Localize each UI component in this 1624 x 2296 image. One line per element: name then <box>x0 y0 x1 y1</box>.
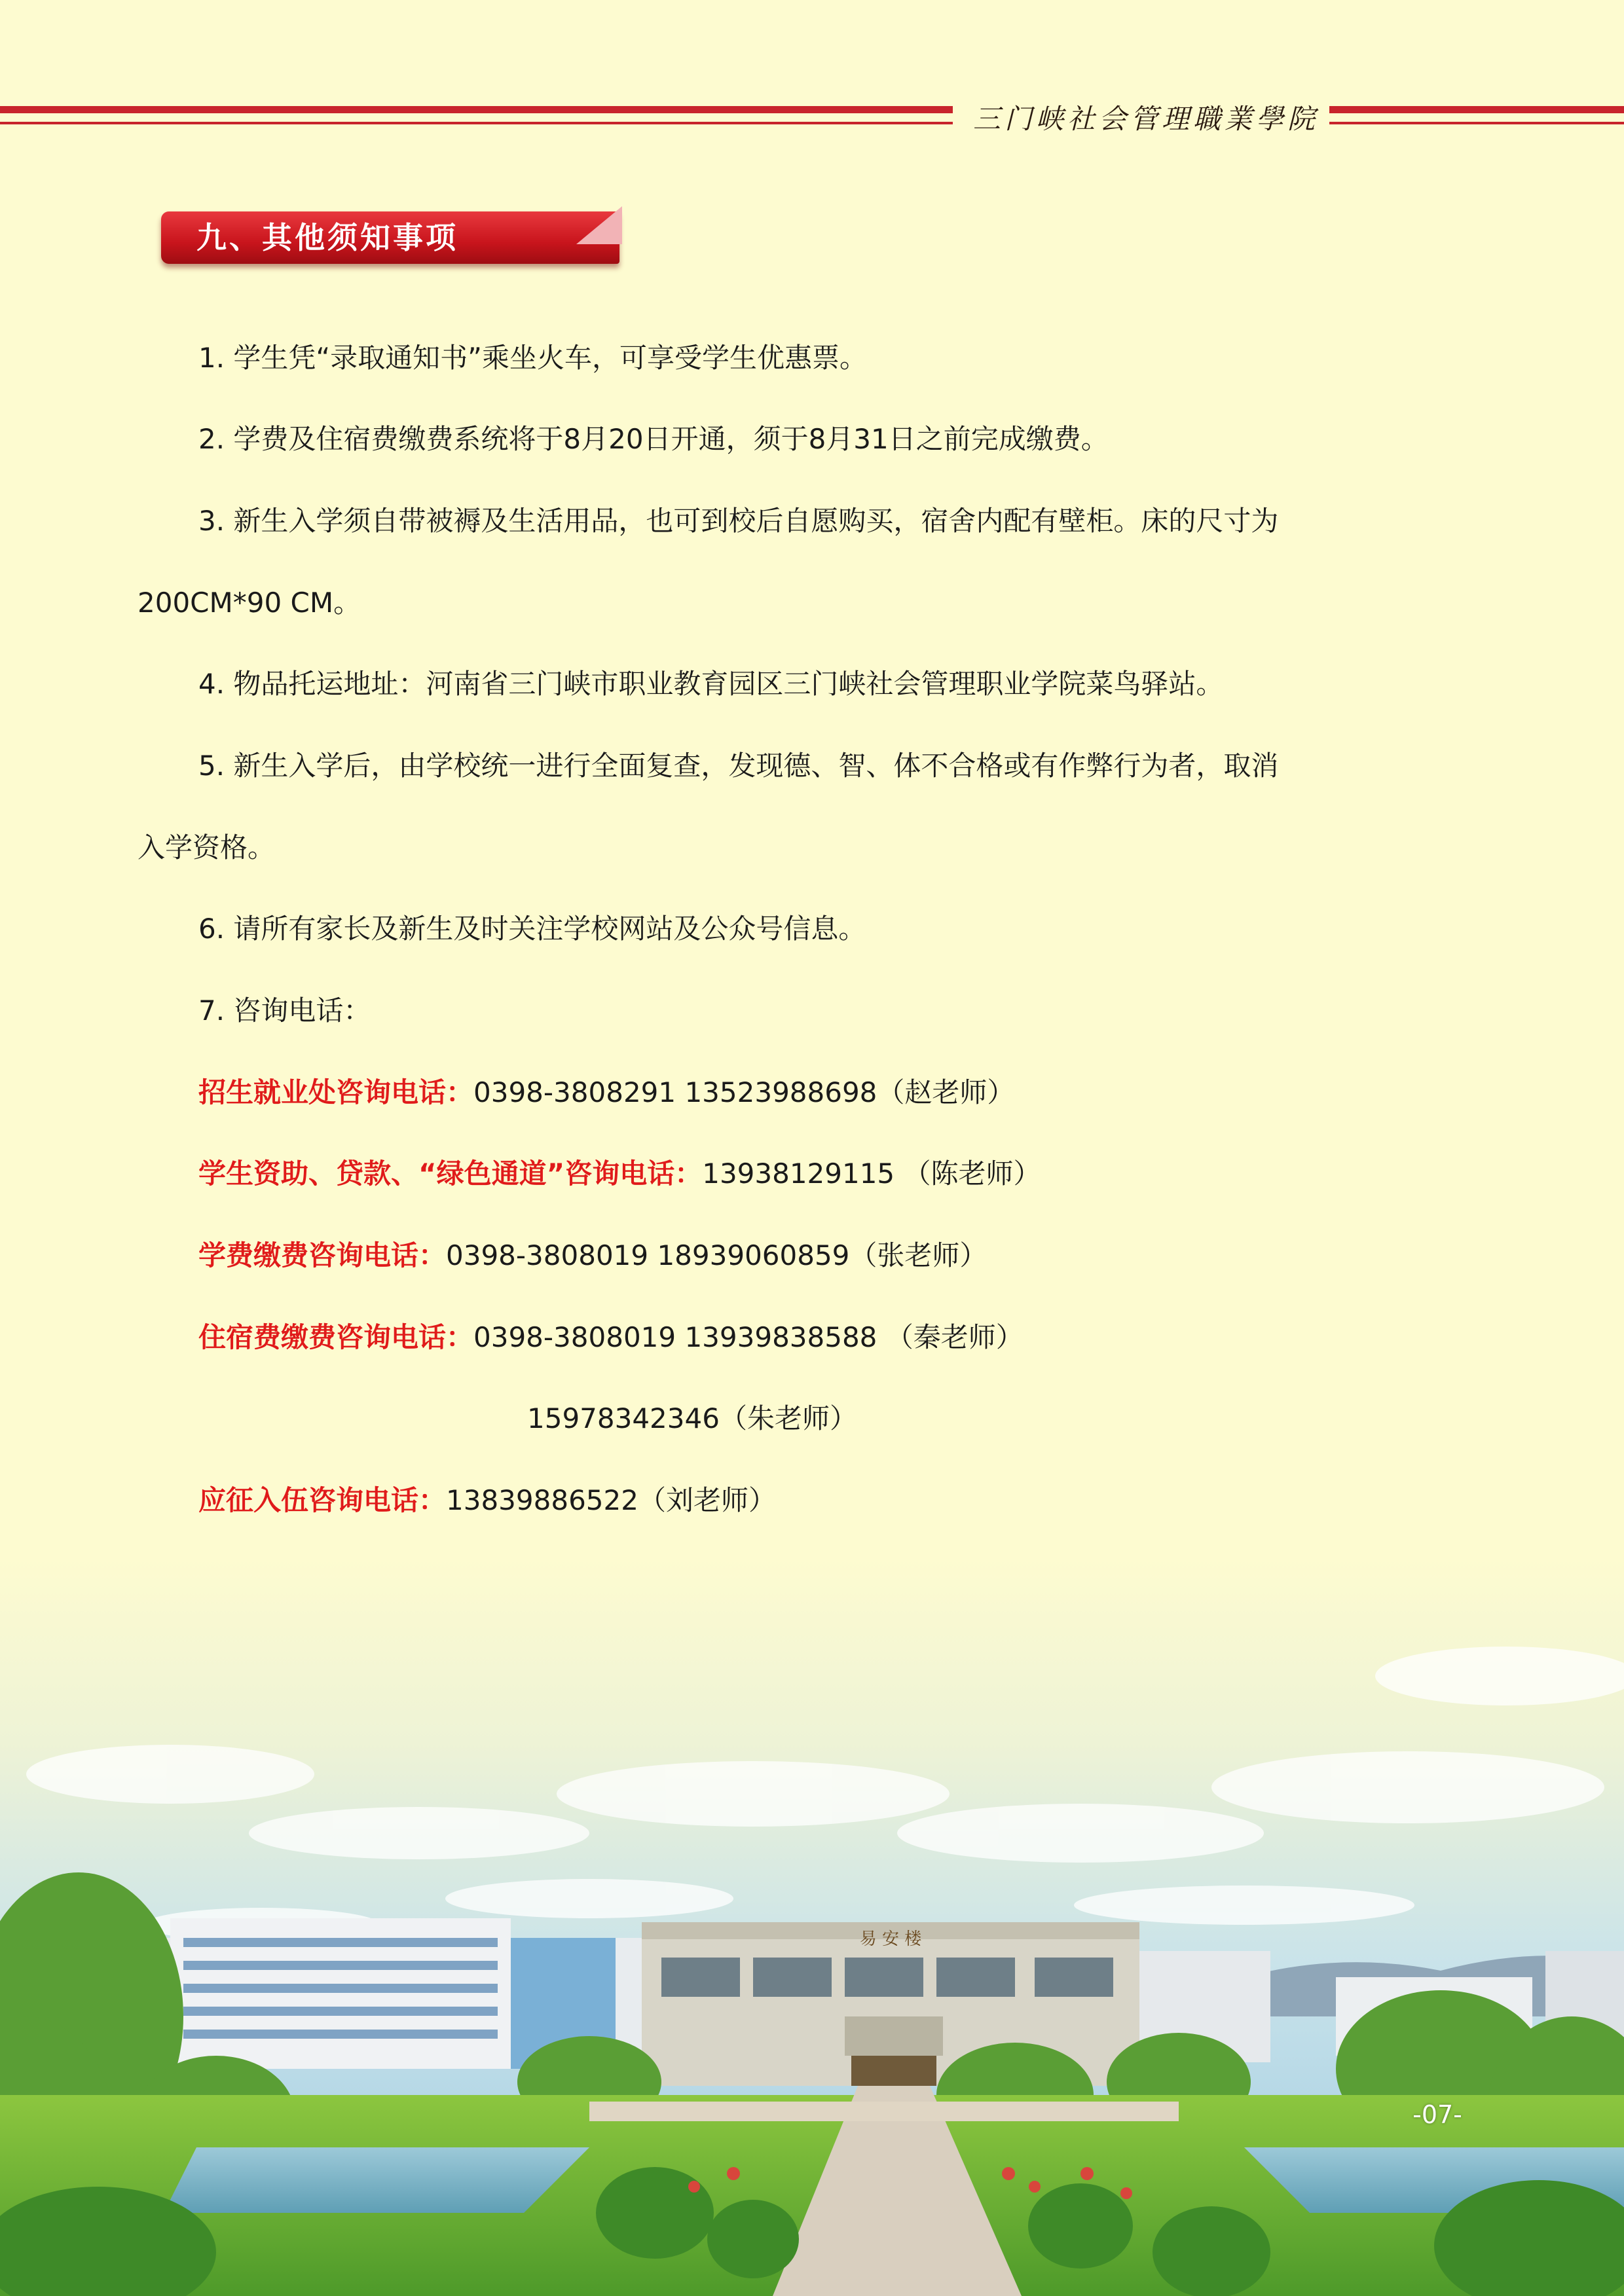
college-name: 三门峡社会管理職業學院 <box>972 103 1319 135</box>
contact-label: 学费缴费咨询电话： <box>198 1239 447 1271</box>
contact-phone: 0398-3808291 13523988698（赵老师） <box>473 1076 1015 1108</box>
header-rule-right-thick <box>1329 106 1624 113</box>
notice-item-5-cont: 入学资格。 <box>138 831 276 864</box>
contact-enrollment <box>198 1073 1014 1112</box>
campus-photo <box>0 1558 1624 2296</box>
page-number: -07- <box>1412 2100 1462 2129</box>
section-title-banner <box>157 206 629 266</box>
contact-phone: 0398-3808019 13939838588 （秦老师） <box>473 1321 1024 1353</box>
building-sign: 易 安 楼 <box>859 1929 922 1949</box>
notice-item-5: 5. 新生入学后，由学校统一进行全面复查，发现德、智、体不合格或有作弊行为者，取消 <box>198 750 1279 782</box>
contact-label: 招生就业处咨询电话： <box>198 1076 474 1108</box>
notice-item-6: 6. 请所有家长及新生及时关注学校网站及公众号信息。 <box>198 913 866 945</box>
header-rule-left-thick <box>0 106 953 113</box>
notice-item-3: 3. 新生入学须自带被褥及生活用品，也可到校后自愿购买，宿舍内配有壁柜。床的尺寸为 <box>198 505 1279 537</box>
contact-dorm <box>198 1318 1024 1357</box>
contact-phone: 13938129115 （陈老师） <box>702 1157 1041 1190</box>
contact-phone: 0398-3808019 18939060859（张老师） <box>446 1239 987 1271</box>
header-rule <box>0 106 1624 132</box>
contact-enlistment <box>198 1481 776 1520</box>
notice-item-1: 1. 学生凭“录取通知书”乘坐火车，可享受学生优惠票。 <box>198 342 867 374</box>
contact-label: 住宿费缴费咨询电话： <box>198 1321 474 1353</box>
notice-item-3-cont: 200CM*90 CM。 <box>138 587 361 619</box>
campus-illustration <box>0 1558 1624 2296</box>
contact-phone: 13839886522（刘老师） <box>446 1484 776 1516</box>
contact-label: 应征入伍咨询电话： <box>198 1484 447 1516</box>
notice-item-7: 7. 咨询电话： <box>198 994 371 1027</box>
header-rule-right-thin <box>1329 122 1624 124</box>
section-title: 九、其他须知事项 <box>196 220 458 255</box>
contact-aid <box>198 1154 1041 1194</box>
ribbon-curl <box>576 206 622 244</box>
contact-dorm-2: 15978342346（朱老师） <box>527 1402 857 1434</box>
notice-item-4: 4. 物品托运地址：河南省三门峡市职业教育园区三门峡社会管理职业学院菜鸟驿站。 <box>198 668 1224 700</box>
notice-item-2: 2. 学费及住宿费缴费系统将于8月20日开通，须于8月31日之前完成缴费。 <box>198 423 1109 455</box>
header-rule-left-thin <box>0 122 953 124</box>
contact-tuition <box>198 1236 987 1275</box>
contact-label: 学生资助、贷款、“绿色通道”咨询电话： <box>198 1157 703 1190</box>
